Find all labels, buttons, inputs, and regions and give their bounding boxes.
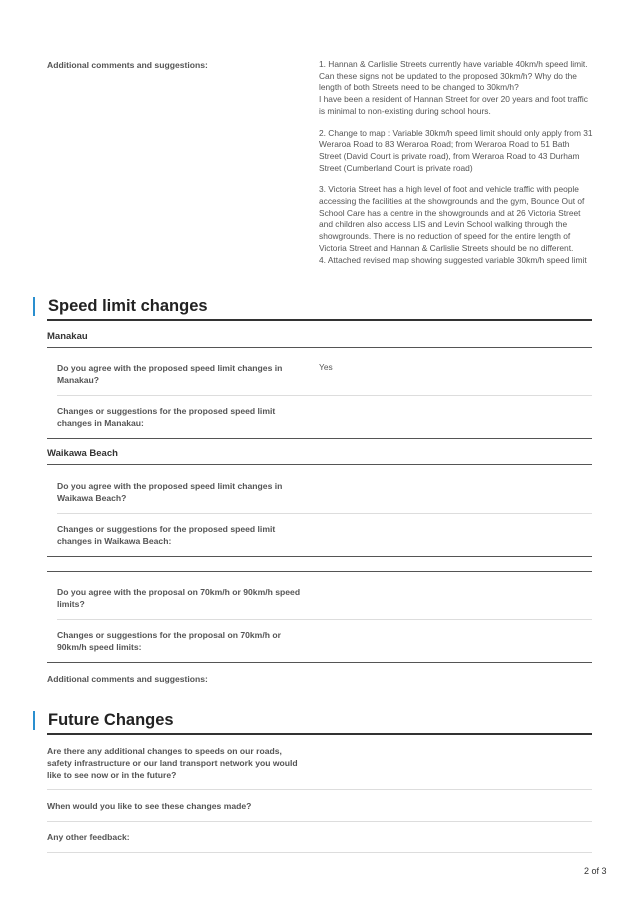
comment-paragraph: I have been a resident of Hannan Street for over 20 years and foot traffic is minimal to non-existing during school hours. <box>319 94 588 116</box>
page-number: 2 of 3 <box>584 866 607 876</box>
section-rule <box>47 319 592 321</box>
comment-paragraph: 1. Hannan & Carlislie Streets currently have variable 40km/h speed limit. Can these signs not be updated to the proposed 30km/h? Why do the length of both Streets need to be changed to 30km/h? <box>319 59 588 93</box>
question-when-changes: When would you like to see these changes made? <box>47 801 252 811</box>
subsection-rule <box>47 464 592 465</box>
section-title-speed-limit-changes: Speed limit changes <box>33 297 208 316</box>
subsection-rule <box>47 438 592 439</box>
question-manakau-agree: Do you agree with the proposed speed limit changes in Manakau? <box>57 363 283 385</box>
comment-paragraph: 3. Victoria Street has a high level of foot and vehicle traffic with people accessing the facilities at the showgrounds and the gym, Bounce Out of School Care has a centre in the showgrounds and at 26 Victoria Street and children also access LIS and Levin School walking through the showgrounds. There is no reduction of speed for the entire length of Victoria Street and Hannan & Carlislie Streets should be no different. <box>319 184 585 253</box>
question-speed-limits-agree: Do you agree with the proposal on 70km/h or 90km/h speed limits? <box>57 587 301 609</box>
row-divider <box>47 852 592 853</box>
answer-manakau-agree: Yes <box>319 362 333 372</box>
row-divider <box>57 513 592 514</box>
additional-comments-answer <box>319 59 594 266</box>
question-additional-changes: Are there any additional changes to speeds on our roads, safety infrastructure or our land transport network you would like to see now or in the future? <box>47 746 298 780</box>
subsection-rule <box>47 571 592 572</box>
row-divider <box>57 619 592 620</box>
additional-comments-label: Additional comments and suggestions: <box>47 60 208 70</box>
subsection-rule <box>47 556 592 557</box>
section-rule <box>47 733 592 735</box>
question-waikawa-changes: Changes or suggestions for the proposed speed limit changes in Waikawa Beach: <box>57 524 276 546</box>
subsection-rule <box>47 347 592 348</box>
question-speed-limits-changes: Changes or suggestions for the proposal on 70km/h or 90km/h speed limits: <box>57 630 281 652</box>
question-manakau-changes: Changes or suggestions for the proposed speed limit changes in Manakau: <box>57 406 276 428</box>
row-divider <box>57 395 592 396</box>
subsection-heading-manakau: Manakau <box>47 331 88 342</box>
row-divider <box>47 821 592 822</box>
question-other-feedback: Any other feedback: <box>47 832 130 842</box>
subsection-rule <box>47 662 592 663</box>
comment-paragraph: 4. Attached revised map showing suggested variable 30km/h speed limit <box>319 254 587 265</box>
comment-paragraph: 2. Change to map : Variable 30km/h speed limit should only apply from 31 Weraroa Road to 83 Weraroa Road; from Weraroa Road to 51 Bath Street (David Court is private road), from Weraroa Road to 43 Durham Street (Cumberland Court is private road) <box>319 127 593 173</box>
speed-additional-comments-label: Additional comments and suggestions: <box>47 674 208 684</box>
subsection-heading-waikawa-beach: Waikawa Beach <box>47 448 118 459</box>
row-divider <box>47 789 592 790</box>
question-waikawa-agree: Do you agree with the proposed speed limit changes in Waikawa Beach? <box>57 481 283 503</box>
section-title-future-changes: Future Changes <box>33 711 174 730</box>
